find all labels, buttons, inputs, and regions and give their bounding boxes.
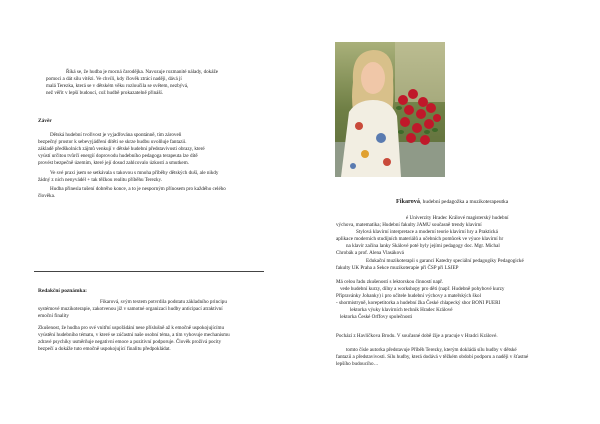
caption-name: Fikarová <box>396 198 420 205</box>
activities-paragraph <box>336 279 570 322</box>
text-line: Chrobák a prof. Alena Vlasáková <box>336 250 404 257</box>
text-line: vyústění hudebního tématu, v které se zúčastní naše osobní téma, a tím vyhovuje mechanismu <box>38 332 230 339</box>
bio-paragraph <box>336 215 570 272</box>
author-paragraph <box>336 347 570 368</box>
text-line: na klavír začína lanky Skálové poté byly jejími pedagogy doc. Mgr. Michal <box>346 243 500 250</box>
text-line: Pochází z Havlíčkova Brodu. V současné době žije a pracuje v Hradci Králové. <box>336 333 498 339</box>
text-line: malá Terezka, která se v dětském věku rozloučila se světem, nezbývá, <box>46 83 189 90</box>
text-line: výchova, matematika; Hudební fakulty JAMU současně trendy klavírní <box>336 222 482 229</box>
text-line: žádný z nich nenyvádél + tak těžkou realitu příběhu Terezky. <box>38 177 163 184</box>
conclusion-heading: Závěr <box>38 118 52 124</box>
editor-note-heading: Redakční poznámka: <box>38 288 87 294</box>
origin-paragraph <box>336 333 570 340</box>
text-line: é Univerzity Hradec Králové magisterský hudební <box>406 215 509 221</box>
text-line: emoční finality <box>38 313 69 320</box>
text-line: bezpečný prostor k sebevyjádření dítěti se skrze hudbu uvolňuje fantazii. <box>38 139 187 146</box>
text-line: než věřit v lepší budoucí, což hudbě prokazatelně přináší. <box>46 90 164 97</box>
text-line: Dětská hudební tvořivost je vyjadřována spontánně, tím zároveň <box>50 132 182 138</box>
text-line: provést bezpečně územím, které její dosud zahlcovalo úzkostí a smutkem. <box>38 160 189 167</box>
text-line: Ve své praxi jsem se setkávala s takovou s mnoha příběhy dětských duší, ale nikdy <box>50 170 219 176</box>
text-line: zdravé psychiky usměrňuje negativní emoce a pozitivní podporuje. Člověk prožívá pocity <box>38 339 222 346</box>
conclusion-paragraph-3 <box>38 186 270 200</box>
text-line: vyústí určitou tvůrčí energií doprovodu hudebního pedagoga terapeuta lze dítě <box>38 153 198 160</box>
caption-role: , hudební pedagožka a muzikoterapeutka <box>419 199 509 205</box>
text-line: Přípravánky Johanky) i pro učitele hudební výchovy a mateřských škol <box>336 293 481 300</box>
text-line: - shormistryně, korepetitorka a hudební žka České chlapecký sbor BONI PUERI <box>336 300 501 307</box>
text-line: lektorka České Orffovy společnosti <box>340 314 413 321</box>
section-divider <box>34 271 264 272</box>
conclusion-paragraph <box>38 132 270 167</box>
text-line: lepšího budoucího… <box>336 361 379 368</box>
text-line: pomoci a dát sílu vítězi. Ve chvíli, kdy člověk ztrácí naději, dává jí <box>46 76 182 83</box>
text-line: Má celou řadu zkušeností s lektorskou činností např. <box>336 279 444 285</box>
text-line: Edukační muzikoterapii s garancí Katedry speciální pedagogiky Pedagogické <box>366 257 524 264</box>
text-line: fantazii a představivosti. Sílu hudby, která dodává v těžkém období podporu a naději v šťastné <box>336 354 529 361</box>
intro-paragraph <box>46 69 268 97</box>
text-line: vede hudební kurzy, dílny a workshopy pro děti (např. Hudebně pohybové kurzy <box>340 286 505 293</box>
text-line: Hudba přinesla tušení dobrého konce, a to je nesporným přínosem pro každého celého <box>50 186 226 192</box>
text-line: Fikarová, svým textem potvrdila podstatu základního principu <box>100 299 227 305</box>
conclusion-paragraph-2 <box>38 170 270 184</box>
text-line: Zkušenost, že hudba pro své vnitřní uspořádání nese příslušně až k emočně uspokojujícímu <box>38 325 225 331</box>
text-line: systémové muzikoterapie, zakotvenou již v samotné organizaci hudby anticipací atraktivní <box>38 306 223 313</box>
text-line: Říká se, že hudba je mocná čarodějka. Navozuje rozmanité nálady, dokáže <box>66 69 218 75</box>
editor-note-paragraph <box>38 299 270 320</box>
right-page <box>300 0 600 424</box>
text-line: Stylová klavírní interpretace a moderní teorie klavírní hry a Praktická <box>356 229 498 236</box>
text-line: fakulty UK Praha a Sekce muzikoterapie při ČSP při LSJEP <box>336 264 459 271</box>
text-line: lektorka výuky klavírních technik Hradec Králové <box>350 307 453 314</box>
text-line: základě předškolních zájmů venkují v dětské hudební představivosti obrazy, které <box>38 146 205 153</box>
text-line: bezpečí a dokáže tuto emočně uspokojující finalitu předpokládat. <box>38 346 171 353</box>
text-line: tomto čísle autorka představuje Příběh Terezky, kterým dokládá sílu hudby v dětské <box>346 347 517 353</box>
text-line: člověka. <box>38 193 56 200</box>
text-line: aplikace moderních studijních materiálů a učebních pomůcek ve výuce klavírní hr <box>336 236 504 243</box>
editor-note-paragraph-2 <box>38 325 270 353</box>
